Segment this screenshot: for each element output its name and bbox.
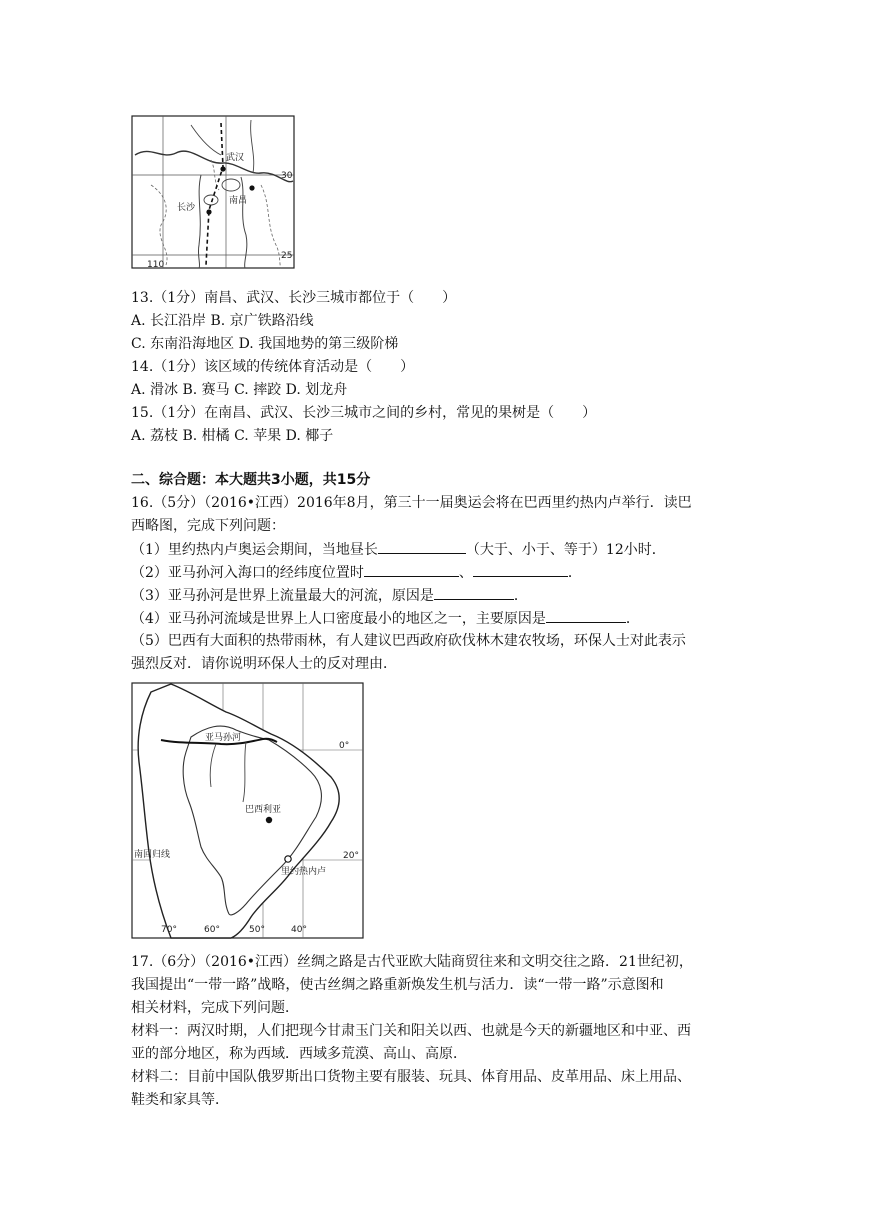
brasilia-dot — [266, 817, 272, 823]
lon-50-label: 50° — [249, 925, 265, 935]
q16-part5-line1: （5）巴西有大面积的热带雨林，有人建议巴西政府砍伐林木建农牧场，环保人士对此表示 — [131, 633, 686, 649]
q16-part1-blank[interactable] — [378, 539, 466, 554]
q16-part4 — [131, 608, 640, 629]
q16-part3-text: （3）亚马孙河是世界上流量最大的河流，原因是 — [131, 588, 434, 604]
q16-part2-text: （2）亚马孙河入海口的经纬度位置时 — [131, 565, 364, 581]
wuhan-dot — [220, 166, 225, 171]
q16-part1-suffix: （大于、小于、等于）12小时． — [465, 542, 666, 558]
q16-part1-text: （1）里约热内卢奥运会期间，当地昼长 — [131, 542, 378, 558]
brazil-map — [131, 682, 365, 940]
q15-stem: 15.（1分）在南昌、武汉、长沙三城市之间的乡村，常见的果树是（ ） — [131, 405, 597, 421]
q13-stem: 13.（1分）南昌、武汉、长沙三城市都位于（ ） — [131, 290, 457, 306]
tropic-label: 南回归线 — [134, 850, 171, 860]
q14-stem: 14.（1分）该区域的传统体育活动是（ ） — [131, 359, 415, 375]
lon-110-label: 110 — [147, 260, 165, 270]
changsha-dot — [206, 209, 211, 214]
q16-stem-line2: 西略图，完成下列问题： — [131, 518, 285, 534]
q16-part3 — [131, 585, 528, 606]
q17-line1: 17.（6分）（2016•江西）丝绸之路是古代亚欧大陆商贸往来和文明交往之路．21世纪初， — [131, 954, 693, 970]
brasilia-label: 巴西利亚 — [245, 805, 282, 815]
rio-label: 里约热内卢 — [281, 867, 327, 877]
q16-part5-line2: 强烈反对．请你说明环保人士的反对理由． — [131, 656, 397, 672]
central-china-map — [131, 115, 295, 275]
lat-30-label: 30 — [281, 171, 293, 181]
q16-part2-blank-2[interactable] — [473, 562, 568, 577]
lat-0-label: 0° — [339, 741, 350, 751]
q16-part4-blank[interactable] — [546, 608, 626, 623]
section2-heading: 二、综合题：本大题共3小题，共15分 — [131, 472, 371, 488]
lon-40-label: 40° — [291, 925, 307, 935]
q17-line2: 我国提出“一带一路”战略，使古丝绸之路重新焕发生机与活力．读“一带一路”示意图和 — [131, 977, 664, 993]
q15-options: A. 荔枝 B. 柑橘 C. 苹果 D. 椰子 — [131, 428, 334, 444]
q14-options: A. 滑冰 B. 赛马 C. 摔跤 D. 划龙舟 — [131, 382, 348, 398]
q17-material2-line2: 鞋类和家具等． — [131, 1092, 229, 1108]
nanchang-dot — [249, 185, 254, 190]
rio-dot — [285, 856, 291, 862]
q17-material2-line1: 材料二：目前中国队俄罗斯出口货物主要有服装、玩具、体育用品、皮革用品、床上用品、 — [131, 1069, 691, 1085]
q17-material1-line1: 材料一：两汉时期，人们把现今甘肃玉门关和阳关以西、也就是今天的新疆地区和中亚、西 — [131, 1023, 691, 1039]
q16-part4-text: （4）亚马孙河流域是世界上人口密度最小的地区之一，主要原因是 — [131, 611, 546, 627]
q13-options-ab: A. 长江沿岸 B. 京广铁路沿线 — [131, 313, 314, 329]
q16-part2-blank-1[interactable] — [364, 562, 459, 577]
q16-part2-end: ． — [567, 565, 582, 581]
central-china-map-graphic — [131, 115, 295, 275]
q16-part2 — [131, 562, 582, 583]
q17-material1-line2: 亚的部分地区，称为西域．西域多荒漠、高山、高原． — [131, 1046, 467, 1062]
q16-part3-end: ． — [513, 588, 528, 604]
q17-line3: 相关材料，完成下列问题． — [131, 1000, 299, 1016]
q16-part3-blank[interactable] — [434, 585, 514, 600]
q16-part4-end: ． — [625, 611, 640, 627]
brazil-map-graphic — [131, 682, 365, 940]
wuhan-label: 武汉 — [226, 153, 245, 163]
lon-70-label: 70° — [161, 925, 177, 935]
lat-25-label: 25 — [281, 251, 293, 261]
changsha-label: 长沙 — [177, 203, 196, 213]
lon-60-label: 60° — [204, 925, 220, 935]
q16-part2-separator: 、 — [458, 565, 473, 581]
q16-stem-line1: 16.（5分）（2016•江西）2016年8月，第三十一届奥运会将在巴西里约热内卢举行．读巴 — [131, 495, 692, 511]
q13-options-cd: C. 东南沿海地区 D. 我国地势的第三级阶梯 — [131, 336, 399, 352]
lat-20-label: 20° — [343, 851, 359, 861]
q16-part1 — [131, 539, 666, 560]
nanchang-label: 南昌 — [229, 196, 248, 206]
amazon-label: 亚马孙河 — [205, 733, 242, 743]
